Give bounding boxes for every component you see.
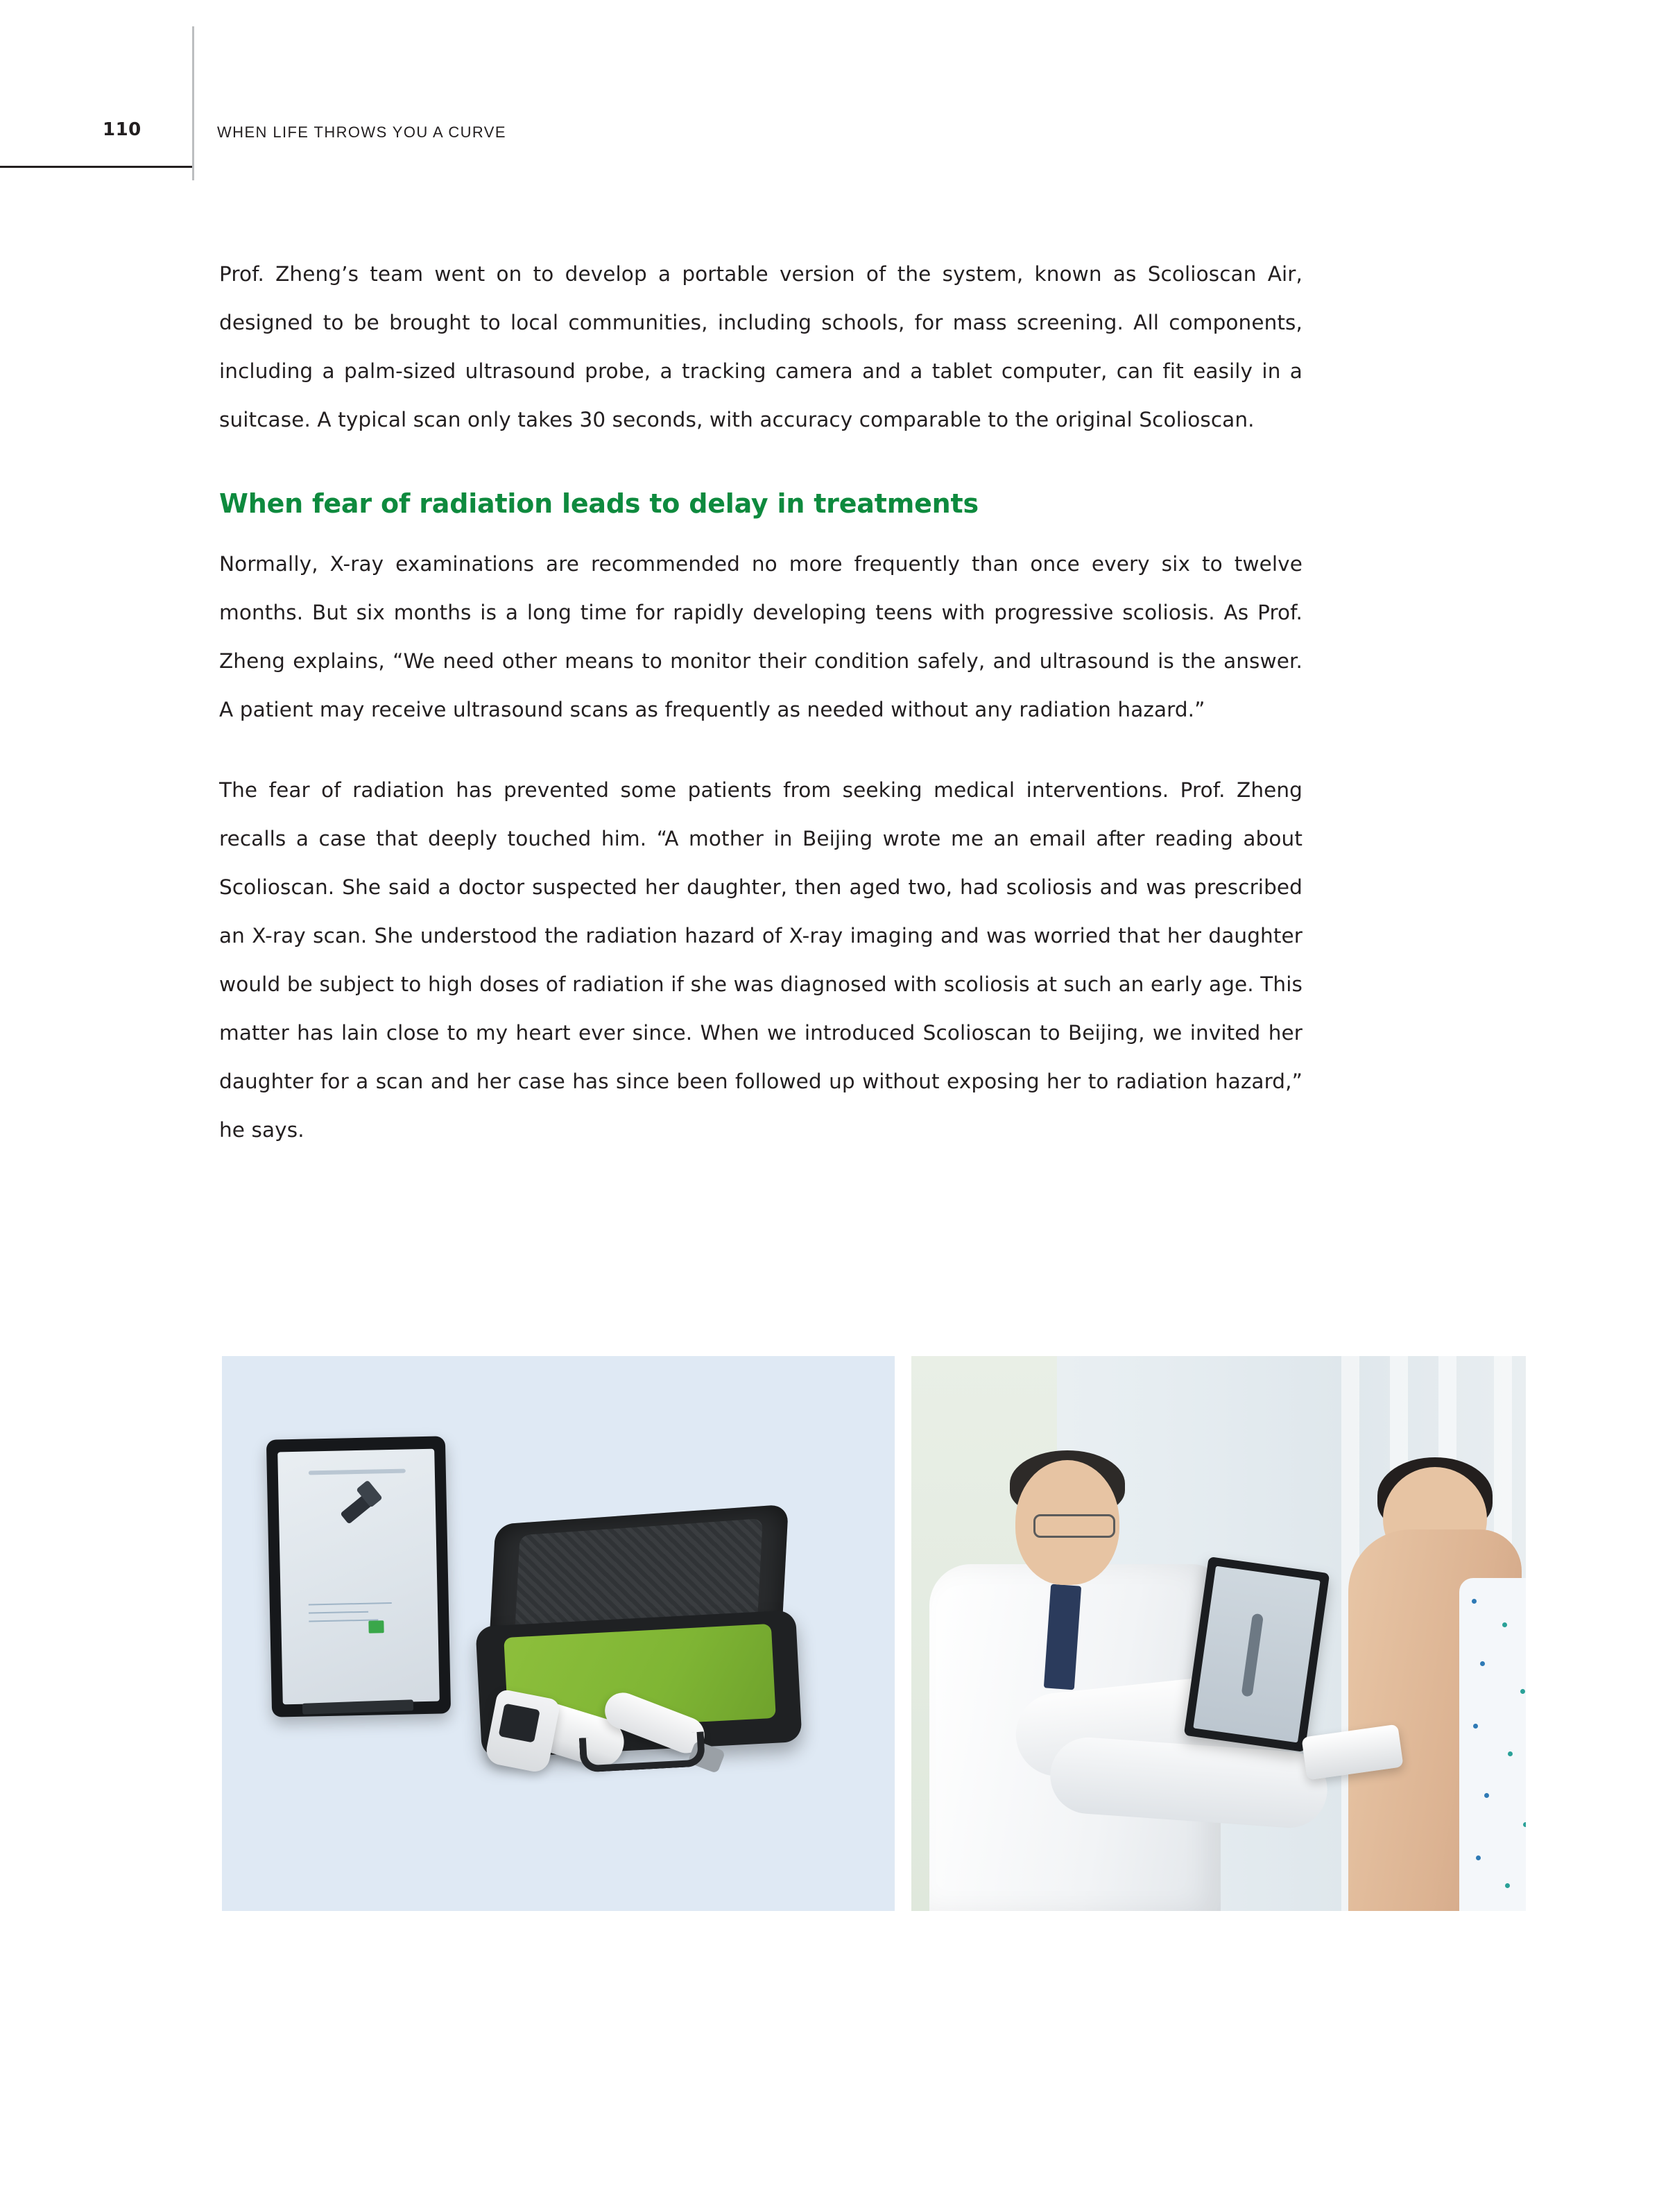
scolioscan-air-portable-kit-photo — [222, 1356, 895, 1911]
figure-row — [222, 1356, 1526, 1911]
tablet-screen-green-marker — [368, 1620, 384, 1633]
handheld-tablet — [1184, 1557, 1330, 1752]
tablet-screen-text-line — [309, 1611, 368, 1614]
paragraph-2: Normally, X-ray examinations are recommended no more frequently than once every six to twelve months. But six months is a long time for rapidly developing teens with progressive scoliosis. As Prof. Zheng explains, “We need other means to monitor their condition safely, and ultrasound is the answer. A patient may receive ultrasound scans as frequently as needed without any radiation hazard.” — [219, 552, 1303, 721]
doctor-glasses — [1033, 1514, 1115, 1538]
header-rule-horizontal — [0, 166, 192, 168]
ultrasound-probe-display — [499, 1704, 540, 1743]
paragraph-1: Prof. Zheng’s team went on to develop a portable version of the system, known as Scolioscan Air, designed to be brought to local communities, including schools, for mass screening. All components, including a palm-sized ultrasound probe, a tracking camera and a tablet computer, can fit easily in a suitcase. A typical scan only takes 30 seconds, with accuracy comparable to the original Scolioscan. — [219, 262, 1303, 431]
running-head: WHEN LIFE THROWS YOU A CURVE — [217, 123, 506, 141]
header-rule-vertical — [192, 26, 194, 180]
tablet-screen-text-line — [309, 1619, 378, 1622]
case-handle — [579, 1731, 705, 1772]
carrying-case — [479, 1514, 805, 1778]
handheld-tablet-screen — [1193, 1566, 1320, 1743]
patient-gown — [1459, 1578, 1526, 1911]
page-header — [0, 0, 1659, 180]
tablet-screen-text-line — [309, 1602, 392, 1606]
doctor-scanning-patient-photo — [911, 1356, 1526, 1911]
article-body — [219, 250, 1303, 1154]
spine-scan-image — [1241, 1613, 1264, 1697]
page-number: 110 — [103, 119, 141, 140]
tablet-screen — [277, 1449, 440, 1705]
tablet-screen-toolbar — [309, 1469, 406, 1475]
paragraph-3: The fear of radiation has prevented some patients from seeking medical interventions. Prof. Zheng recalls a case that deeply touched him. “A mother in Beijing wrote me an email after reading about Scolioscan. She said a doctor suspected her daughter, then aged two, had scoliosis and was prescribed an X-ray scan. She understood the radiation hazard of X-ray imaging and was worried that her daughter would be subject to high doses of radiation if she was diagnosed with scoliosis at such an early age. This matter has lain close to my heart ever since. When we introduced Scolioscan to Beijing, we invited her daughter for a scan and her case has since been followed up without exposing her to radiation hazard,” he says. — [219, 778, 1303, 1142]
section-heading: When fear of radiation leads to delay in treatments — [219, 488, 979, 519]
tablet-device — [266, 1436, 451, 1717]
